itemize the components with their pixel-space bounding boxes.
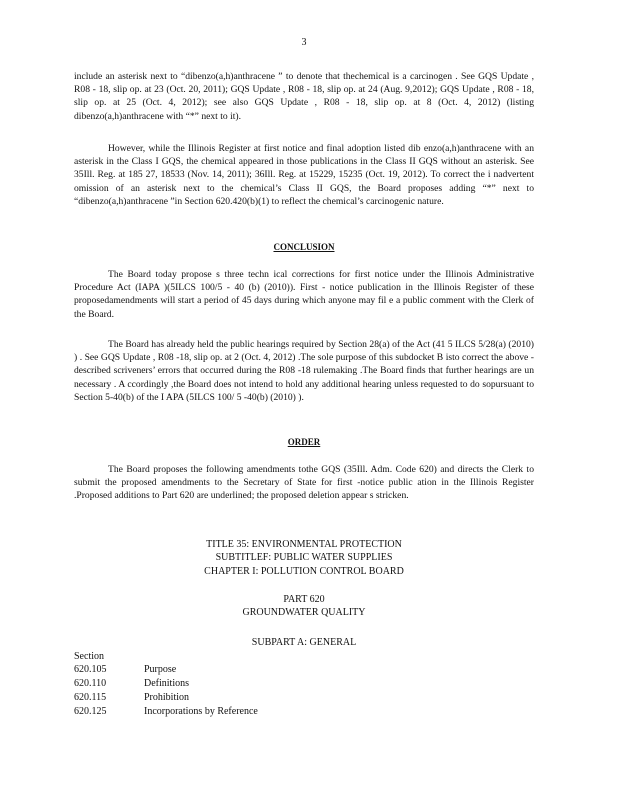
list-item	[74, 705, 374, 719]
subtitle-line: SUBTITLEF: PUBLIC WATER SUPPLIES	[215, 552, 393, 564]
subpart-line: SUBPART A: GENERAL	[251, 637, 357, 648]
section-number: 620.115	[74, 692, 107, 703]
section-number: 620.105	[74, 664, 107, 675]
title-line: TITLE 35: ENVIRONMENTAL PROTECTION	[206, 539, 402, 550]
section-number: 620.110	[74, 678, 107, 689]
paragraph-text: The Board proposes the following amendments tothe GQS (35Ill. Adm. Code 620) and directs the Clerk to submit the proposed amendments to the Secretary of State for first -notice public ation in the Illinois Register .Proposed additions to Part 620 are underlined; the proposed deletion appear s stricken.	[74, 464, 534, 502]
list-item	[74, 677, 374, 691]
paragraph-text: However, while the Illinois Register at first notice and final adoption listed dib enzo(a,h)anthracene with an asterisk in the Class I GQS, the chemical appeared in those publications in the Class II GQS without an asterisk. See 35Ill. Reg. at 185 27, 18533 (Nov. 14, 2011); 36Ill. Reg. at 15229, 15235 (Oct. 19, 2012). To correct the i nadvertent omission of an asterisk next to the chemical’s Class II GQS, the Board proposes adding “*” next to “dibenzo(a,h)anthracene ”in Section 620.420(b)(1) to reflect the chemical’s carcinogenic nature.	[74, 143, 534, 207]
section-number: 620.125	[74, 706, 107, 717]
paragraph-asterisk-precedent	[74, 70, 534, 123]
part-line: PART 620	[283, 594, 325, 605]
heading-conclusion: CONCLUSION	[273, 242, 335, 252]
paragraph-first-notice	[74, 268, 534, 321]
paragraph-omission	[74, 142, 534, 208]
chapter-line: CHAPTER I: POLLUTION CONTROL BOARD	[204, 565, 404, 577]
section-title: Incorporations by Reference	[144, 706, 258, 717]
section-label: Section	[74, 651, 104, 662]
paragraph-order	[74, 463, 534, 503]
page-number: 3	[301, 37, 307, 48]
section-title: Purpose	[144, 664, 177, 675]
paragraph-text: The Board has already held the public hearings required by Section 28(a) of the Act (41 5 ILCS 5/28(a) (2010) ) . See GQS Update , R08 -18, slip op. at 2 (Oct. 4, 2012) .The sole purpose of this subdocket B isto correct the above -described scriveners’ errors that occurred during the R08 -18 rulemaking .The Board finds that further hearings are un necessary . A ccordingly ,the Board does not intend to hold any additional hearing unless requested to do sopursuant to Section 5-40(b) of the I APA (5ILCS 100/ 5 -40(b) (2010) ).	[74, 339, 534, 403]
paragraph-text: include an asterisk next to “dibenzo(a,h)anthracene ” to denote that thechemical is a carcinogen . See GQS Update , R08 - 18, slip op. at 23 (Oct. 20, 2011); GQS Update , R08 - 18, slip op. at 24 (Aug. 9,2012); GQS Update , R08 - 18, slip op. at 25 (Oct. 4, 2012); see also GQS Update , R08 - 18, slip op. at 8 (Oct. 4, 2012) (listing dibenzo(a,h)anthracene with “*” next to it).	[74, 71, 534, 122]
section-title: Definitions	[144, 678, 189, 689]
paragraph-hearings	[74, 338, 534, 404]
list-item	[74, 663, 374, 677]
paragraph-text: The Board today propose s three techn ical corrections for first notice under the Illinois Administrative Procedure Act (IAPA )(5ILCS 100/5 - 40 (b) (2010)). First - notice publication in the Illinois Register of these proposedamendments will start a period of 45 days during which anyone may fil e a public comment with the Clerk of the Board.	[74, 269, 534, 320]
part-block	[74, 593, 534, 620]
heading-order: ORDER	[287, 437, 321, 447]
part-name-line: GROUNDWATER QUALITY	[242, 607, 366, 619]
section-list	[74, 663, 374, 719]
title-block	[74, 538, 534, 578]
section-title: Prohibition	[144, 692, 190, 703]
list-item	[74, 691, 374, 705]
